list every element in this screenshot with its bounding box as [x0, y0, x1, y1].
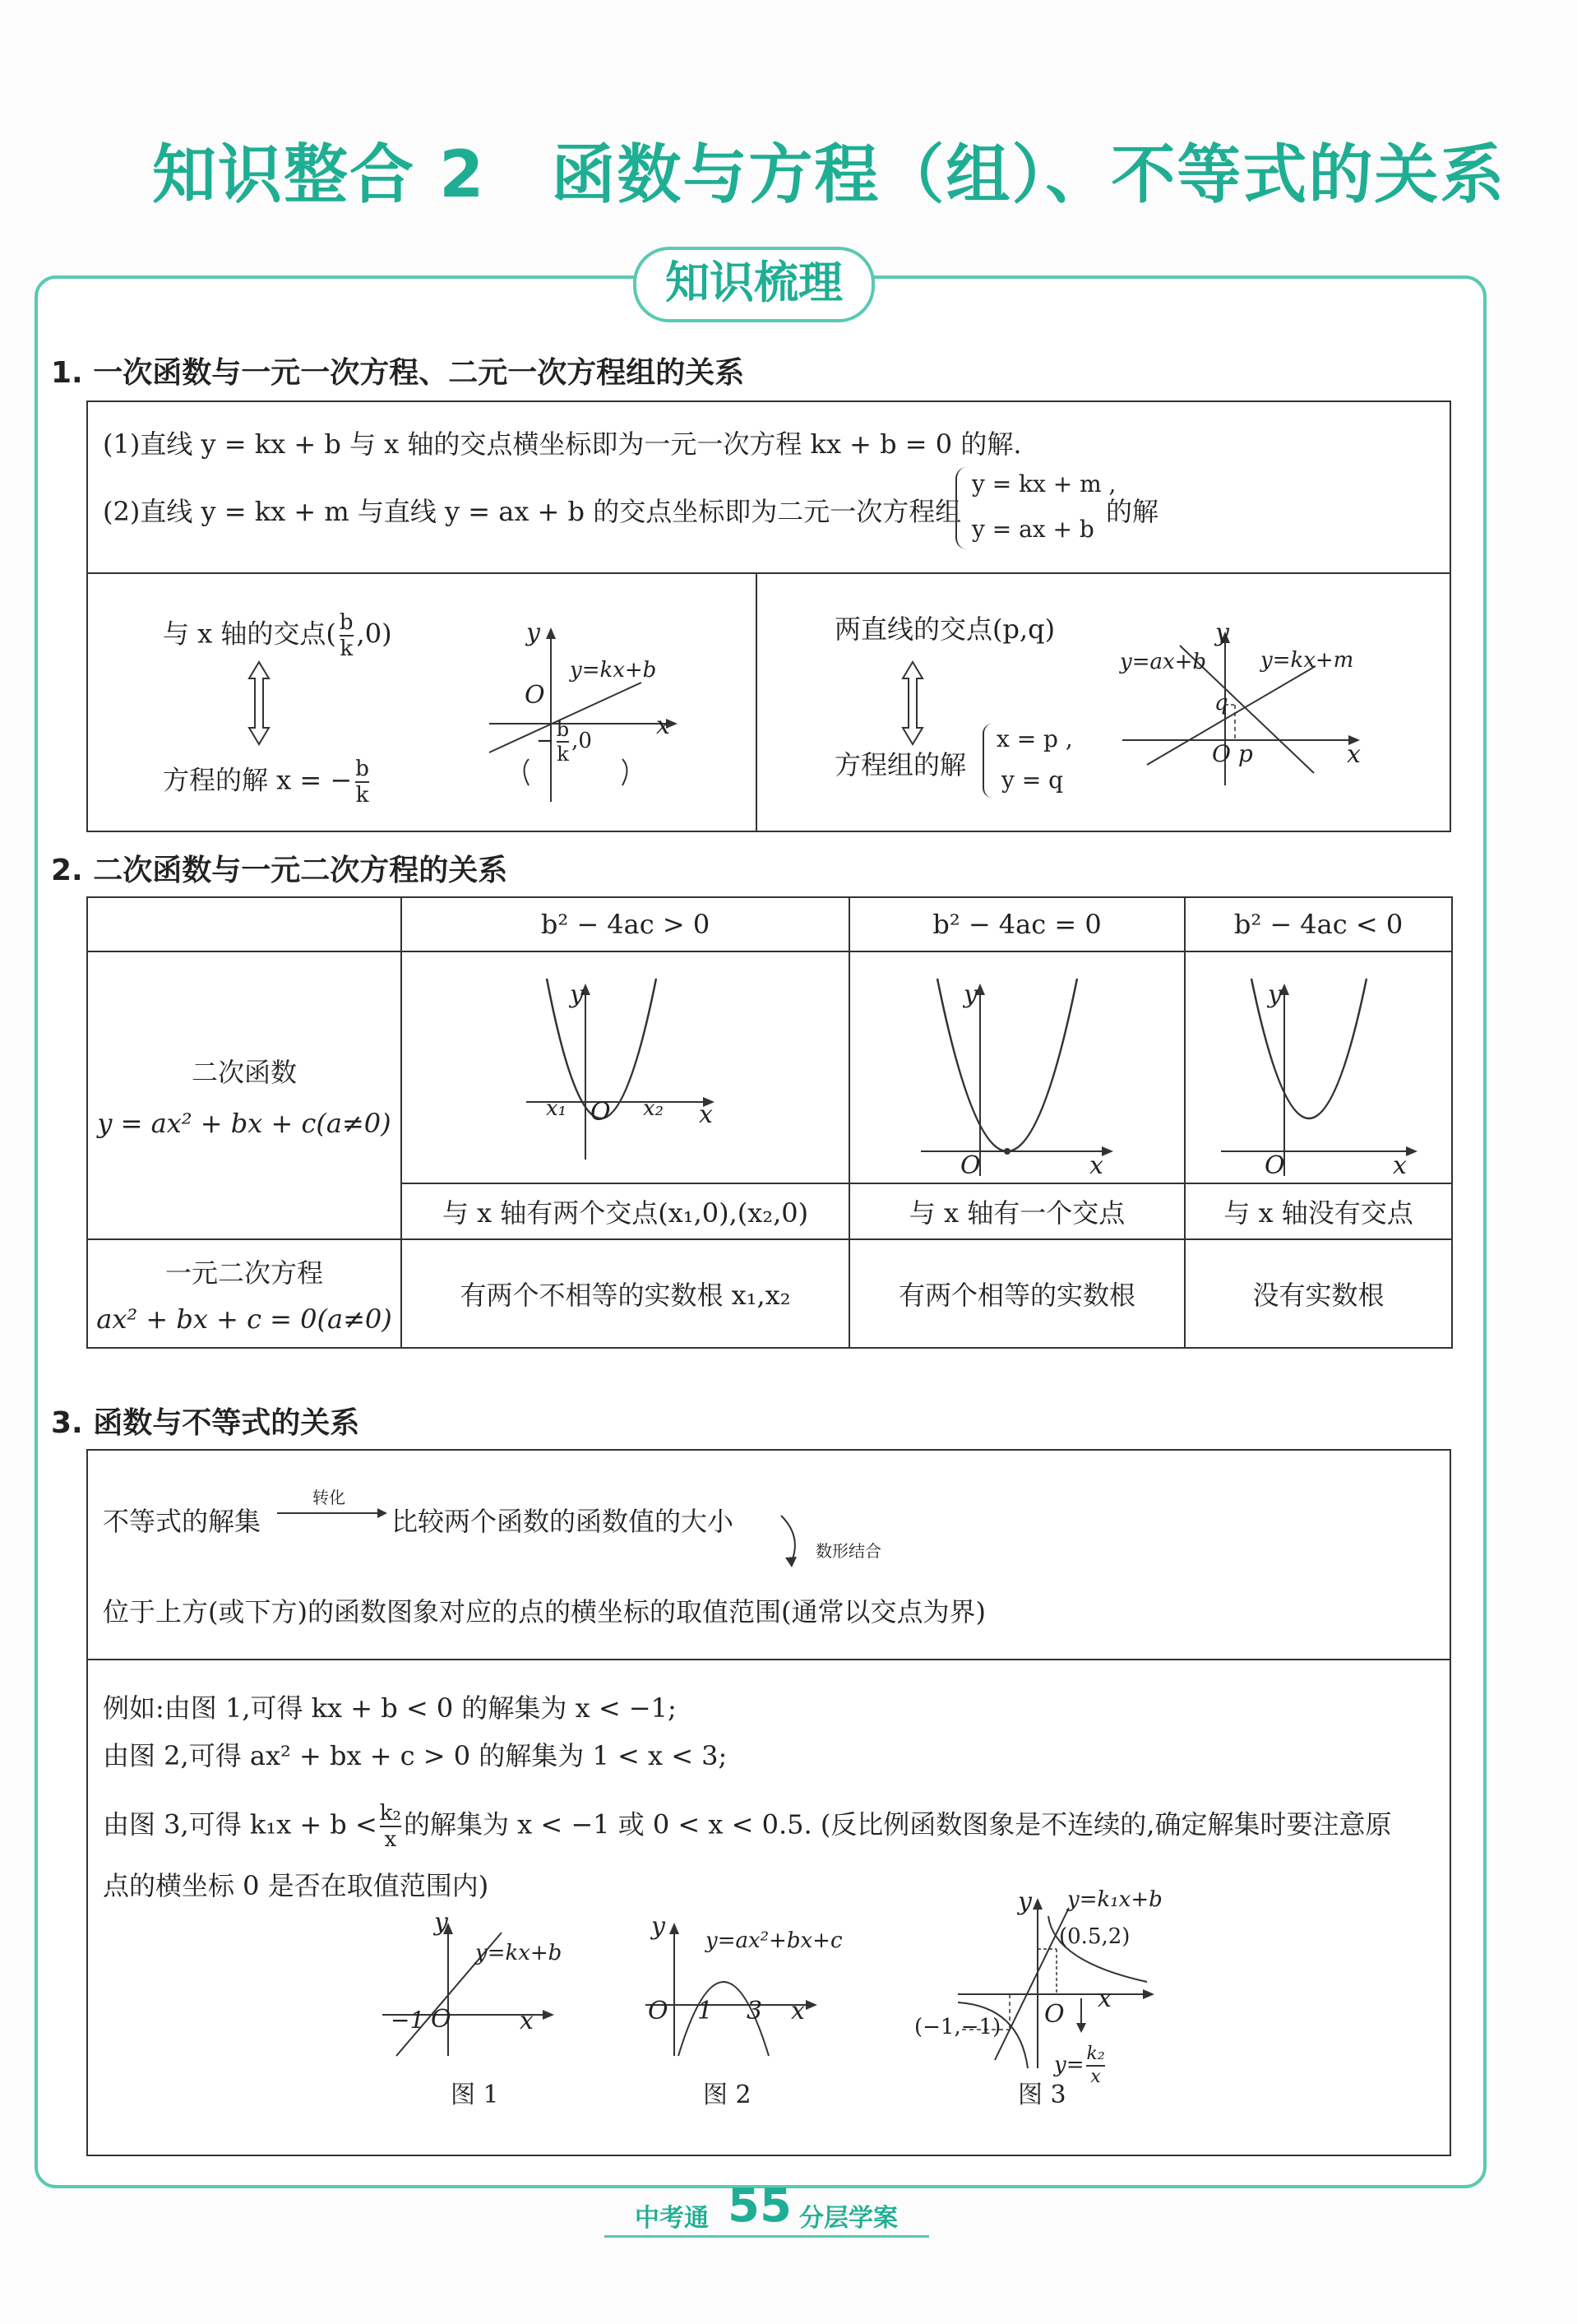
header-discriminant-zero: b² − 4ac = 0: [849, 897, 1185, 951]
s3-example-4: 点的横坐标 0 是否在取值范围内): [103, 1870, 489, 1901]
section-3-heading: 3. 函数与不等式的关系: [51, 1406, 360, 1440]
fig3-caption: 图 3: [1018, 2081, 1066, 2109]
s3-line1a: 不等式的解集: [103, 1506, 261, 1537]
f1-line-label: y=kx+b: [475, 1941, 562, 1965]
f3-inverse-label: y= $\frac{\text{k₂}}{x}$: [1054, 2044, 1105, 2087]
s1-rsys-row1: x = p ,: [997, 725, 1073, 752]
g2-line2-label: y=kx+m: [1260, 648, 1354, 673]
p2-x-label: x: [1089, 1151, 1103, 1180]
footer-left: 中考通: [635, 2204, 709, 2233]
s1-right-solution: 方程组的解: [835, 749, 967, 780]
g1-x-label: x: [656, 711, 670, 740]
footer-right: 分层学案: [799, 2204, 898, 2233]
row-label-equation-title: 一元二次方程: [164, 1257, 323, 1289]
parabola-two-roots: [518, 970, 732, 1192]
s3-curve-label: 数形结合: [816, 1541, 881, 1561]
g2-op-label: O p: [1212, 740, 1253, 767]
g2-y-label: y: [1215, 618, 1229, 647]
row-label-function-title: 二次函数: [191, 1057, 297, 1088]
f3-y-label: y: [1018, 1887, 1032, 1916]
f2-3-label: 3: [747, 1997, 763, 2025]
s3-arrow-label: 转化: [312, 1488, 345, 1507]
g1-line-label: y=kx+b: [570, 658, 657, 683]
s1-graph-1: [477, 621, 682, 810]
s1-system-brace: [955, 467, 969, 549]
s1-line2-post: 的解: [1106, 496, 1159, 527]
f3-point-2: (−1,−1): [914, 2015, 1001, 2039]
figure-3-graph: [946, 1891, 1159, 2072]
f2-curve-label: y=ax²+bx+c: [705, 1928, 843, 1953]
roots-two-distinct: 有两个不相等的实数根 x₁,x₂: [401, 1239, 849, 1348]
f1-origin-label: O: [431, 2005, 451, 2034]
p1-x-label: x: [699, 1100, 713, 1129]
parabola-no-root: [1217, 970, 1422, 1184]
p2-y-label: y: [964, 980, 978, 1009]
g1-point-label: − $\frac{b}{k}$ ,0: [536, 718, 592, 766]
f3-x-label: x: [1098, 1984, 1112, 2013]
parabola-one-root: [913, 970, 1118, 1184]
f1-y-label: y: [434, 1908, 448, 1937]
figure-1-graph: [378, 1916, 559, 2064]
p1-origin-label: O: [590, 1098, 611, 1127]
roots-none: 没有实数根: [1185, 1239, 1452, 1348]
f2-1-label: 1: [697, 1997, 714, 2025]
s3-line1b: 比较两个函数的函数值的大小: [391, 1506, 734, 1537]
s1-system-row1: y = kx + m ,: [972, 470, 1117, 498]
desc-one-intersection: 与 x 轴有一个交点: [849, 1183, 1185, 1239]
s1-line1: (1)直线 y = kx + b 与 x 轴的交点横坐标即为一元一次方程 kx + b = 0 的解.: [103, 428, 1022, 460]
p1-y-label: y: [570, 980, 584, 1009]
curved-arrow-icon: [777, 1512, 818, 1569]
p2-origin-label: O: [960, 1151, 981, 1180]
f2-x-label: x: [791, 1997, 805, 2025]
fig2-caption: 图 2: [703, 2081, 752, 2109]
header-discriminant-positive: b² − 4ac > 0: [401, 897, 849, 951]
row-label-function-formula: y = ax² + bx + c(a≠0): [97, 1108, 391, 1139]
g2-line1-label: y=ax+b: [1120, 650, 1207, 674]
desc-no-intersection: 与 x 轴没有交点: [1185, 1183, 1452, 1239]
p1-x2-label: x₂: [643, 1096, 664, 1121]
table-corner-cell: [87, 897, 401, 951]
s1-line2-pre: (2)直线 y = kx + m 与直线 y = ax + b 的交点坐标即为二元一次方程组: [103, 496, 962, 527]
g1-origin-label: O: [525, 681, 545, 710]
p1-x1-label: x₁: [546, 1096, 567, 1121]
s1-left-solution: 方程的解 x = − $\frac{b}{k}$: [163, 757, 369, 808]
f1-minus1-label: −1: [391, 2007, 425, 2034]
row-label-equation: [87, 1239, 401, 1348]
section-2-heading: 2. 二次函数与一元二次方程的关系: [51, 854, 508, 887]
s1-rsys-row2: y = q: [1001, 766, 1064, 794]
p3-origin-label: O: [1265, 1151, 1285, 1180]
s3-example-3: 由图 3,可得 k₁x + b < $\frac{\text{k₂}}{x}$ 的解集为 x < −1 或 0 < x < 0.5. (反比例函数图象是不连续的,确定解集时要注意原: [103, 1801, 1392, 1852]
f2-y-label: y: [651, 1912, 665, 1941]
g2-q-label: q: [1214, 691, 1228, 715]
s1-system-row2: y = ax + b: [972, 516, 1094, 543]
fig1-caption: 图 1: [451, 2081, 499, 2109]
s3-line2: 位于上方(或下方)的函数图象对应的点的横坐标的取值范围(通常以交点为界): [103, 1596, 986, 1627]
p3-x-label: x: [1393, 1151, 1407, 1180]
s3-example-2: 由图 2,可得 ax² + bx + c > 0 的解集为 1 < x < 3;: [103, 1740, 728, 1771]
roots-two-equal: 有两个相等的实数根: [849, 1239, 1185, 1348]
header-discriminant-negative: b² − 4ac < 0: [1185, 897, 1452, 951]
f3-origin-label: O: [1044, 2000, 1065, 2029]
page-title: 知识整合 2 函数与方程（组）、不等式的关系: [152, 138, 1506, 212]
p3-y-label: y: [1268, 980, 1282, 1009]
s1-left-intersection: 与 x 轴的交点( $\frac{b}{k}$ ,0): [163, 610, 392, 661]
f2-origin-label: O: [648, 1997, 668, 2025]
desc-two-intersections: 与 x 轴有两个交点(x₁,0),(x₂,0): [401, 1183, 849, 1239]
section-badge: 知识梳理: [633, 247, 875, 322]
row-label-equation-formula: ax² + bx + c = 0(a≠0): [96, 1303, 392, 1335]
g2-x-label: x: [1347, 740, 1361, 769]
f3-point-1: (0.5,2): [1059, 1924, 1131, 1949]
s1-right-intersection: 两直线的交点(p,q): [835, 613, 1056, 645]
footer-rule: [604, 2235, 929, 2238]
section-1-heading: 1. 一次函数与一元一次方程、二元一次方程组的关系: [51, 356, 745, 390]
double-arrow-icon: [243, 658, 275, 748]
page-number: 55: [728, 2179, 792, 2233]
f1-x-label: x: [520, 2007, 534, 2035]
g1-y-label: y: [526, 618, 540, 647]
double-arrow-icon-2: [896, 658, 929, 748]
row-label-function: [87, 951, 401, 1239]
s3-example-1: 例如:由图 1,可得 kx + b < 0 的解集为 x < −1;: [103, 1692, 677, 1724]
f3-line-label: y=k₁x+b: [1067, 1887, 1163, 1912]
s1-right-brace: [983, 724, 994, 798]
